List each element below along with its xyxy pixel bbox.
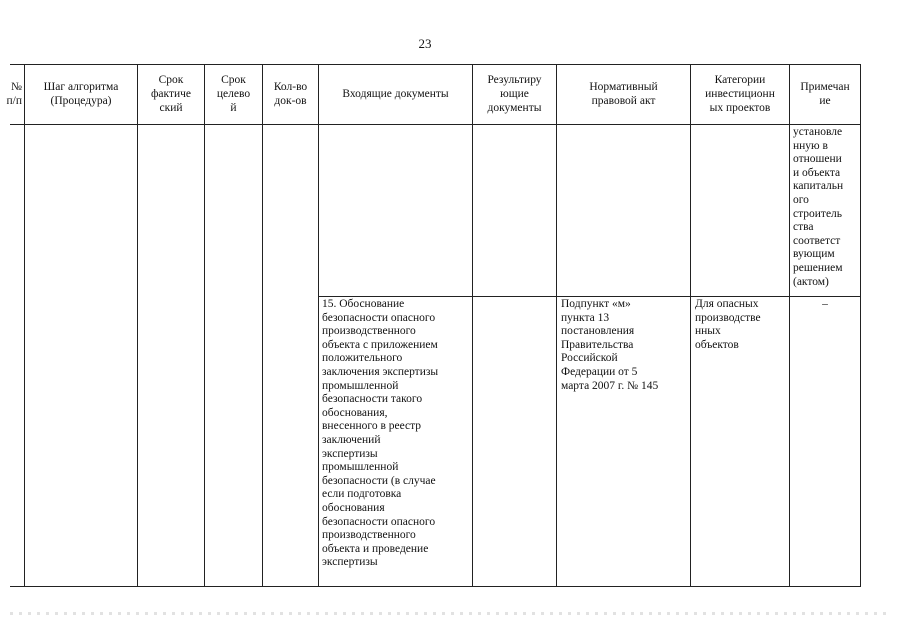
col-border-8: [690, 64, 691, 587]
row-divider: [318, 296, 860, 297]
table-right-border: [860, 64, 861, 587]
header-doc-count: Кол-во док-ов: [273, 81, 308, 107]
col-border-3: [204, 64, 205, 587]
col-border-7: [556, 64, 557, 587]
scan-artifact-line: [10, 612, 890, 615]
header-result-docs: Результиру ющие документы: [487, 74, 542, 114]
row-15-normative-act: Подпункт «м» пункта 13 постановления Правительства Российской Федерации от 5 марта 2007 г. № 145: [561, 298, 659, 392]
header-number: № п/п: [6, 81, 22, 107]
header-step: Шаг алгоритма (Процедура): [43, 81, 119, 107]
header-target-term: Срок целево й: [216, 74, 251, 114]
col-border-1: [24, 64, 25, 587]
row-15-categories: Для опасных производстве нных объектов: [695, 298, 761, 351]
row-15-incoming-docs: 15. Обоснование безопасности опасного производственного объекта с приложением положительного заключения экспертизы промышленной безопасности такого обоснования, внесенного в реестр заключений экспертизы промышленной безопасности (в случае если подготовка обоснования безопасности опасного производственного объекта и проведение экспертизы: [322, 298, 439, 569]
page-number: 23: [418, 36, 432, 51]
col-border-2: [137, 64, 138, 587]
continued-note-cell: установле нную в отношени и объекта капитальн ого строитель ства соответст вующим решением (актом): [793, 126, 844, 288]
header-note: Примечан ие: [800, 81, 850, 107]
col-border-6: [472, 64, 473, 587]
header-actual-term: Срок фактиче ский: [150, 74, 192, 114]
header-incoming-docs: Входящие документы: [342, 88, 449, 100]
col-border-4: [262, 64, 263, 587]
header-project-categories: Категории инвестиционн ых проектов: [705, 74, 775, 114]
header-normative-act: Нормативный правовой акт: [589, 81, 658, 107]
col-border-5: [318, 64, 319, 587]
col-border-9: [789, 64, 790, 587]
row-15-note: –: [822, 298, 828, 310]
